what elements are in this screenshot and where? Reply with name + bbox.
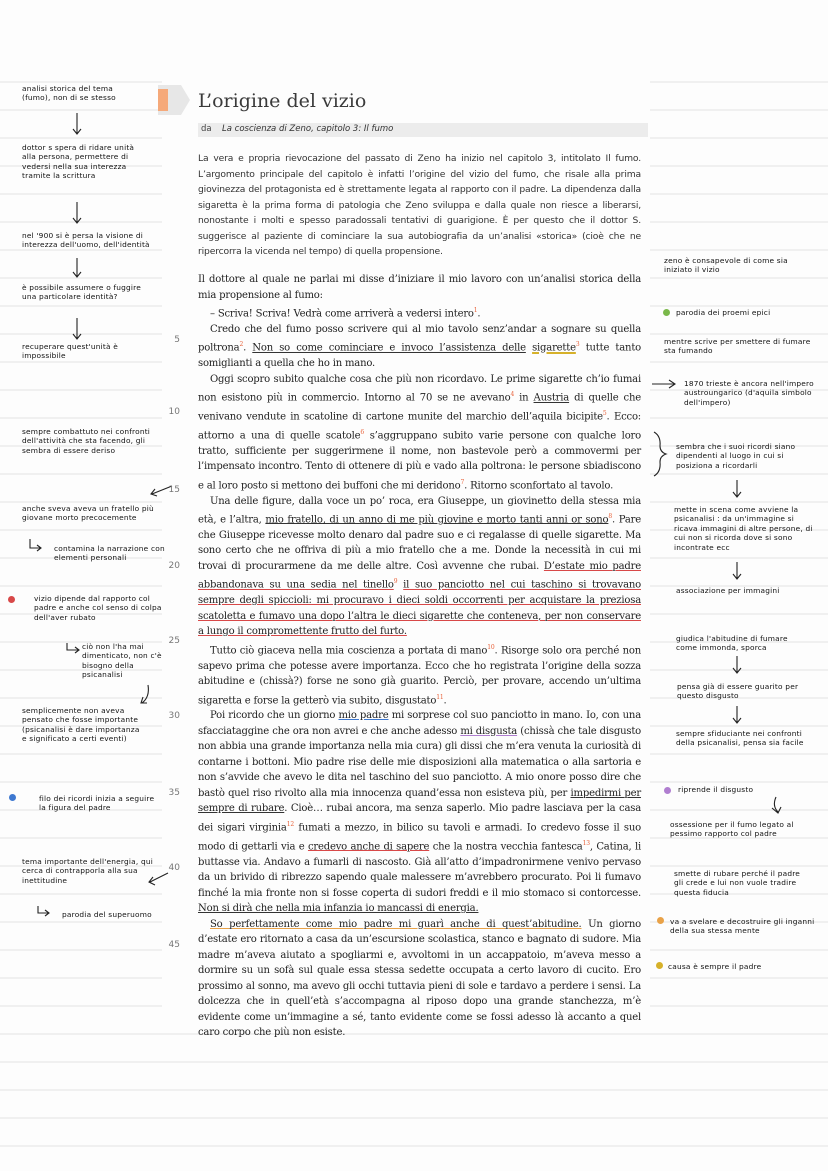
- margin-note: tema importante dell'energia, qui cerca di contrapporla alla sua inettitudine: [22, 857, 153, 885]
- intro-paragraph: La vera e propria rievocazione del passato di Zeno ha inizio nel capitolo 3, intitolato Il fumo. L’argomento principale del capitolo è infatti l’origine del vizio del fumo, che risale alla prima giovinezza del protagonista ed è strettamente legata al rapporto con il padre. La dipendenza dalla sigaretta è la prima forma di patologia che Zeno sviluppa e dalla quale non riesce a liberarsi, nonostante i molti e spesso paradossali tentativi di guarigione. È per questo che il dottor S. suggerisce al paziente di cominciare la sua autobiografia da un’analisi «storica» (cioè che ne ripercorra la vicenda nel tempo) di quella propensione.: [198, 153, 641, 257]
- margin-note: anche sveva aveva un fratello più giovane morto precocemente: [22, 504, 154, 523]
- margin-note: riprende il disgusto: [678, 785, 754, 794]
- margin-note: sempre combattuto nei confronti dell'attività che sta facendo, gli sembra di essere deriso: [22, 427, 151, 455]
- margin-note: nel '900 si è persa la visione di interezza dell'uomo, dell'identità: [22, 231, 150, 250]
- margin-note: causa è sempre il padre: [668, 962, 762, 971]
- margin-note: associazione per immagini: [676, 586, 780, 595]
- margin-note: ciò non l'ha mai dimenticato, non c'è bisogno della psicanalisi: [82, 642, 162, 680]
- margin-note: analisi storica del tema (fumo), non di se stesso: [22, 84, 116, 103]
- paragraph: Poi ricordo che un giorno mio padre mi sorprese col suo panciotto in mano. Io, con una sfacciataggine che ora non avrei e che anche adesso mi disgusta (chissà che tale disgusto non abbia una grande importanza nella mia cura) gli dissi che m’era venuta la curiosità di contarne i bottoni. Mio padre rise delle mie disposizioni alla matematica o alla sartoria e non s’avvide che avevo le dita nel taschino del suo panciotto. A mio onore posso dire che bastò quel riso rivolto alla mia innocenza quand’essa non esisteva più, per impedirmi per sempre di rubare. Cioè… rubai ancora, ma senza saperlo. Mio padre lasciava per la casa dei sigari virginia$^{12}$ fumati a mezzo, in bilico su tavoli e armadi. Io credevo fosse il suo modo di gettarli via e credevo anche di sapere che la nostra vecchia fantesca$^{13}$, Catina, li buttasse via. Andavo a fumarli di nascosto. Già all’atto d’impadronirmene venivo pervaso da un brivido di ribrezzo sapendo quale malessere m’avrebbero procurato. Poi li fumavo finché la mia fronte non si fosse coperta di sudori freddi e il mio stomaco si contorcesse. Non si dirà che nella mia infanzia io mancassi di energia.: [198, 710, 642, 915]
- line-number: 20: [168, 561, 180, 571]
- source-reference: La coscienza di Zeno, capitolo 3: Il fumo: [222, 124, 394, 134]
- paragraph: Tutto ciò giaceva nella mia coscienza a portata di mano$^{10}$. Risorge solo ora perché non sapevo prima che potesse avere importanza. Ecco che ho registrata l’origine della sozza abitudine e (chissà?) forse ne sono già guarito. Perciò, per provare, accendo un’ultima sigaretta e forse la getterò via subito, disgustato$^{11}$.: [198, 643, 641, 706]
- margin-note: ossessione per il fumo legato al pessimo rapporto col padre: [670, 820, 794, 839]
- source-label: da: [201, 124, 212, 134]
- margin-note: contamina la narrazione con elementi personali: [54, 544, 165, 563]
- purple-dot-icon: [664, 787, 671, 794]
- orange-dot-icon: [657, 917, 664, 924]
- paragraph: Una delle figure, dalla voce un po’ roca, era Giuseppe, un giovinetto della stessa mia età, e l’altra, mio fratello, di un anno di me più giovine e morto tanti anni or sono$^8$. Pare che Giuseppe ricevesse molto denaro dal padre suo e ci regalasse di quelle sigarette. Ma sono certo che ne offriva di più a mio fratello che a me. Donde la necessità in cui mi trovai di procurarmene da me delle altre. Così avvenne che rubai. D’estate mio padre abbandonava su una sedia nel tinello$^9$ il suo panciotto nel cui taschino si trovavano sempre degli spiccioli: mi procuravo i dieci soldi occorrenti per acquistare la preziosa scatoletta e fumavo una dopo l’altra le dieci sigarette che conteneva, per non conservare a lungo il compromettente frutto del furto.: [198, 495, 641, 638]
- margin-note: 1870 trieste è ancora nell'impero austroungarico (d'aquila simbolo dell'impero): [684, 379, 814, 407]
- line-number: 5: [174, 335, 180, 345]
- paragraph: Credo che del fumo posso scrivere qui al mio tavolo senz’andar a sognare su quella poltrona$^2$. Non so come cominciare e invoco l’assistenza delle sigarette$^3$ tutte tanto somiglianti a quella che ho in mano.: [198, 323, 642, 370]
- blue-dot-icon: [9, 794, 16, 801]
- margin-note: filo dei ricordi inizia a seguire la figura del padre: [39, 794, 155, 813]
- margin-note: smette di rubare perché il padre gli crede e lui non vuole tradire questa fiducia: [674, 869, 801, 897]
- paragraph: – Scriva! Scriva! Vedrà come arriverà a vedersi intero$^1$.: [210, 307, 481, 320]
- line-number: 45: [168, 940, 180, 950]
- line-number: 15: [168, 485, 180, 495]
- margin-note: dottor s spera di ridare unità alla persona, permettere di vedersi nella sua interezza tramite la scrittura: [22, 143, 135, 181]
- line-number: 10: [168, 407, 180, 417]
- margin-note: sembra che i suoi ricordi siano dipendenti al luogo in cui si posiziona a ricordarli: [676, 442, 796, 470]
- margin-note: va a svelare e decostruire gli inganni della sua stessa mente: [670, 917, 815, 936]
- margin-note: è possibile assumere o fuggire una particolare identità?: [22, 283, 142, 302]
- line-number: 30: [168, 711, 180, 721]
- margin-note: sempre sfiduciante nei confronti della psicanalisi, pensa sia facile: [676, 729, 804, 748]
- paragraph: Il dottore al quale ne parlai mi disse d’iniziare il mio lavoro con un’analisi storica della mia propensione al fumo:: [198, 274, 641, 301]
- margin-note: pensa già di essere guarito per questo disgusto: [677, 682, 799, 701]
- red-dot-icon: [8, 596, 15, 603]
- margin-note: mette in scena come avviene la psicanalisi : da un'immagine si ricava immagini di altre persone, di cui non si ricorda dove si sono incontrate ecc: [674, 505, 813, 552]
- line-number: 40: [168, 863, 180, 873]
- margin-note: zeno è consapevole di come sia iniziato il vizio: [664, 256, 788, 275]
- line-number: 35: [168, 788, 180, 798]
- margin-note: giudica l'abitudine di fumare come immonda, sporca: [676, 634, 788, 653]
- paragraph: Oggi scopro subito qualche cosa che più non ricordavo. Le prime sigarette ch’io fumai non esistono più in commercio. Intorno al 70 se ne avevano$^4$ in Austria di quelle che venivano vendute in scatoline di cartone munite del marchio dell’aquila bicipite$^5$. Ecco: attorno a una di quelle scatole$^6$ s’aggruppano subito varie persone con qualche loro tratto, sufficiente per suggerirmene il nome, non bastevole però a commovermi per l’impensato incontro. Tento di ottenere di più e vado alla poltrona: le persone sbiadiscono e al loro posto si mettono dei buffoni che mi deridono$^7$. Ritorno sconfortato al tavolo.: [198, 373, 641, 492]
- margin-note: parodia dei proemi epici: [676, 308, 771, 317]
- margin-note: parodia del superuomo: [62, 910, 152, 919]
- margin-note: semplicemente non aveva pensato che fosse importante (psicanalisi è dare importanza e significato a certi eventi): [22, 706, 140, 744]
- chapter-title: L’origine del vizio: [198, 90, 367, 112]
- green-dot-icon: [663, 309, 670, 316]
- paragraph: So perfettamente come mio padre mi guarì anche di quest’abitudine. Un giorno d’estate ero ritornato a casa da un’escursione scolastica, stanco e bagnato di sudore. Mia madre m’aveva aiutato a spogliarmi e, avvoltomi in un accappatoio, m’aveva messo a dormire su un sofà sul quale essa stessa sedette occupata a certo lavoro di cucito. Ero prossimo al sonno, ma avevo gli occhi tuttavia pieni di sole e tardavo a perdere i sensi. La dolcezza che in quell’età s’accompagna al riposo dopo una grande stanchezza, m’è evidente come un’immagine a sé, tanto evidente come se fossi adesso là accanto a quel caro corpo che più non esiste.: [198, 918, 641, 1039]
- excerpt-text: [198, 272, 641, 1041]
- yellow-dot-icon: [656, 962, 663, 969]
- margin-note: vizio dipende dal rapporto col padre e anche col senso di colpa dell'aver rubato: [34, 594, 162, 622]
- margin-note: recuperare quest'unità è impossibile: [22, 342, 118, 361]
- margin-note: mentre scrive per smettere di fumare sta fumando: [664, 337, 811, 356]
- line-number: 25: [168, 636, 180, 646]
